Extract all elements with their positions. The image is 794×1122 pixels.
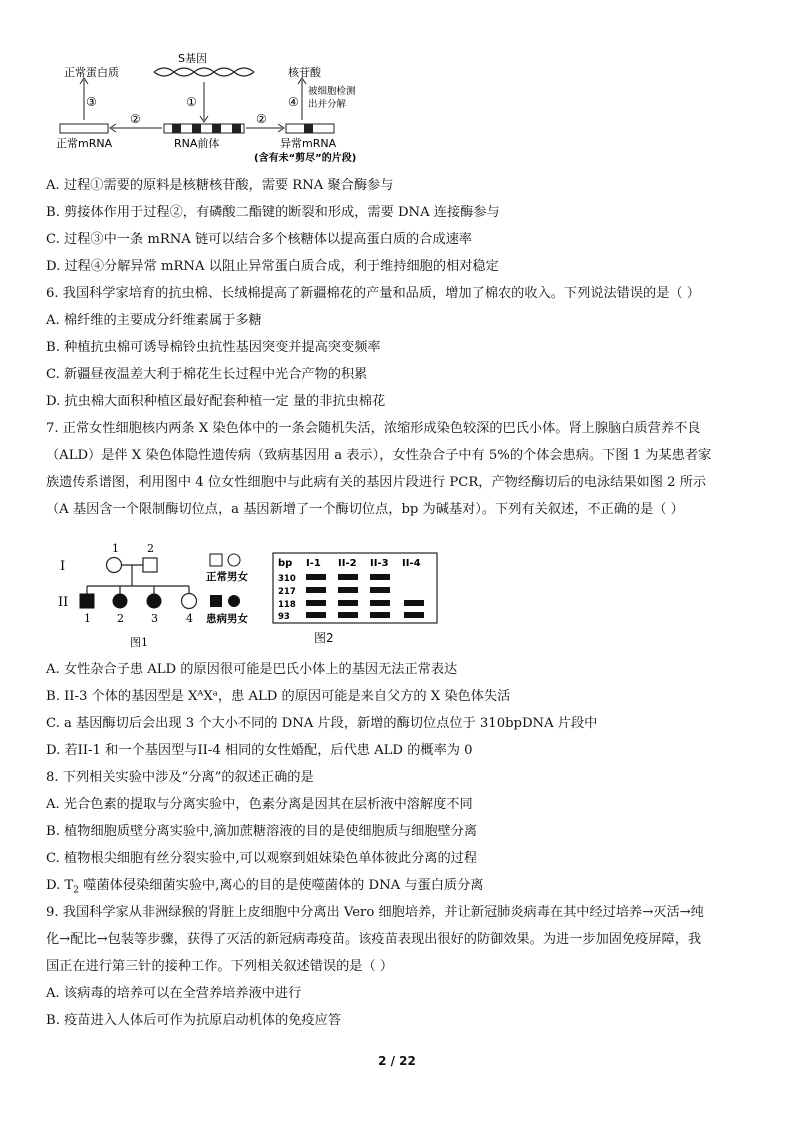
- q6-stem: 6. 我国科学家培育的抗虫棉、长绒棉提高了新疆棉花的产量和品质，增加了棉农的收入。下列说法错误的是（ ）: [46, 286, 700, 301]
- q8-option-a: A. 光合色素的提取与分离实验中，色素分离是因其在层析液中溶解度不同: [46, 797, 473, 812]
- q7-stem-line1: 7. 正常女性细胞核内两条 X 染色体中的一条会随机失活，浓缩形成染色较深的巴氏小体。肾上腺脑白质营养不良: [46, 421, 701, 436]
- gel-svg: [272, 552, 444, 627]
- legend-male-normal: [210, 554, 222, 566]
- ii4-number: 4: [186, 612, 193, 625]
- q8-option-d-post: 噬菌体侵染细菌实验中,离心的目的是使噬菌体的 DNA 与蛋白质分离: [79, 878, 484, 893]
- nucleotide-label: 核苷酸: [288, 66, 321, 79]
- step4-label: ④: [288, 95, 299, 109]
- band-i1-93: [306, 612, 326, 618]
- gel-bp-header: bp: [278, 558, 293, 569]
- q9-stem-line1: 9. 我国科学家从非洲绿猴的肾脏上皮细胞中分离出 Vero 细胞培养，并让新冠肺炎病毒在其中经过培养→灭活→纯: [46, 905, 704, 920]
- band-ii2-310: [338, 574, 358, 580]
- q6-option-c: C. 新疆昼夜温差大利于棉花生长过程中光合产物的积累: [46, 367, 368, 382]
- q5-option-a: A. 过程①需要的原料是核糖核苷酸，需要 RNA 聚合酶参与: [46, 178, 394, 193]
- i2-number: 2: [147, 542, 154, 555]
- precursor-segment-1: [172, 124, 181, 133]
- pedigree-svg: [54, 540, 274, 652]
- i1-number: 1: [112, 542, 119, 555]
- legend-male-affected: [210, 595, 222, 607]
- band-93-label: 93: [278, 612, 290, 622]
- step2-right-label: ②: [256, 112, 267, 126]
- ii1-number: 1: [84, 612, 91, 625]
- q7-option-a: A. 女性杂合子患 ALD 的原因很可能是巴氏小体上的基因无法正常表达: [46, 662, 458, 677]
- lane-ii2-label: II-2: [338, 558, 357, 569]
- band-ii3-93: [370, 612, 390, 618]
- normal-mrna-bar: [60, 124, 108, 133]
- precursor-segment-3: [212, 124, 221, 133]
- rna-splicing-diagram: [54, 50, 384, 168]
- band-i1-310: [306, 574, 326, 580]
- legend-normal-label: 正常男女: [206, 571, 248, 583]
- lane-i1-label: I-1: [306, 558, 321, 569]
- band-ii4-93: [404, 612, 424, 618]
- abnormal-mrna-label: 异常mRNA: [280, 137, 337, 150]
- band-ii4-118: [404, 600, 424, 606]
- q7-stem-line2: （ALD）是伴 X 染色体隐性遗传病（致病基因用 a 表示），女性杂合子中有 5%的个体会患病。下图 1 为某患者家: [46, 448, 712, 463]
- step2-left-label: ②: [130, 112, 141, 126]
- normal-protein-label: 正常蛋白质: [64, 66, 119, 79]
- lane-ii3-label: II-3: [370, 558, 389, 569]
- q6-option-a: A. 棉纤维的主要成分纤维素属于多糖: [46, 313, 262, 328]
- q9-stem-line3: 国正在进行第三针的接种工作。下列相关叙述错误的是（ ）: [46, 959, 394, 974]
- gene-label: S基因: [178, 52, 207, 65]
- q9-option-a: A. 该病毒的培养可以在全营养培养液中进行: [46, 986, 302, 1001]
- q8-option-d-sub: 2: [73, 885, 80, 896]
- q5-option-c: C. 过程③中一条 mRNA 链可以结合多个核糖体以提高蛋白质的合成速率: [46, 232, 472, 247]
- ii3-number: 3: [151, 612, 158, 625]
- page-number: 2 / 22: [378, 1054, 416, 1068]
- ii4-female-normal: [182, 594, 197, 609]
- band-ii3-310: [370, 574, 390, 580]
- q9-option-b: B. 疫苗进入人体后可作为抗原启动机体的免疫应答: [46, 1013, 342, 1028]
- q5-option-d: D. 过程④分解异常 mRNA 以阻止异常蛋白质合成，利于维持细胞的相对稳定: [46, 259, 499, 274]
- q7-stem-line3: 族遗传系谱图，利用图中 4 位女性细胞中与此病有关的基因片段进行 PCR，产物经酶切后的电泳结果如图 2 所示: [46, 475, 707, 490]
- gel-figure: [272, 552, 444, 627]
- q8-option-d-pre: D. T: [46, 878, 74, 893]
- band-217-label: 217: [278, 587, 296, 597]
- q8-stem: 8. 下列相关实验中涉及“分离”的叙述正确的是: [46, 770, 314, 785]
- band-ii2-93: [338, 612, 358, 618]
- i1-female-normal: [107, 558, 122, 573]
- legend-female-normal: [228, 554, 240, 566]
- q8-option-b: B. 植物细胞质壁分离实验中,滴加蔗糖溶液的目的是使细胞质与细胞壁分离: [46, 824, 478, 839]
- band-i1-118: [306, 600, 326, 606]
- rna-splicing-svg: [54, 50, 384, 168]
- band-ii2-217: [338, 587, 358, 593]
- q5-option-b: B. 剪接体作用于过程②，有磷酸二酯键的断裂和形成，需要 DNA 连接酶参与: [46, 205, 500, 220]
- band-ii3-217: [370, 587, 390, 593]
- step3-label: ③: [86, 95, 97, 109]
- precursor-segment-2: [192, 124, 201, 133]
- ii2-number: 2: [117, 612, 124, 625]
- band-310-label: 310: [278, 574, 296, 584]
- precursor-segment-4: [232, 124, 241, 133]
- band-i1-217: [306, 587, 326, 593]
- legend-female-affected: [228, 595, 240, 607]
- band-ii3-118: [370, 600, 390, 606]
- generation-ii-label: II: [58, 595, 69, 610]
- band-ii2-118: [338, 600, 358, 606]
- ii2-female-affected: [113, 594, 128, 609]
- abnormal-note: (含有未“剪尽”的片段): [254, 153, 357, 164]
- band-118-label: 118: [278, 600, 296, 610]
- detect-line-1: 被细胞检测: [308, 86, 356, 97]
- legend-affected-label: 患病男女: [206, 613, 248, 625]
- figure2-caption: 图2: [314, 631, 334, 645]
- q7-option-c: C. a 基因酶切后会出现 3 个大小不同的 DNA 片段，新增的酶切位点位于 310bpDNA 片段中: [46, 716, 598, 731]
- detect-line-2: 出并分解: [308, 99, 347, 110]
- q7-option-b: B. II-3 个体的基因型是 XᴬXᵃ，患 ALD 的原因可能是来自父方的 X 染色体失活: [46, 689, 511, 704]
- i2-male-normal: [143, 558, 157, 572]
- q9-stem-line2: 化→配比→包装等步骤，获得了灭活的新冠病毒疫苗。该疫苗表现出很好的防御效果。为进一步加固免疫屏障，我: [46, 932, 702, 947]
- ii1-male-affected: [80, 594, 94, 608]
- generation-i-label: I: [60, 559, 66, 574]
- q6-option-d: D. 抗虫棉大面积种植区最好配套种植一定 量的非抗虫棉花: [46, 394, 386, 409]
- q8-option-d: [46, 877, 484, 900]
- rna-precursor-label: RNA前体: [174, 137, 220, 150]
- q8-option-c: C. 植物根尖细胞有丝分裂实验中,可以观察到姐妹染色单体彼此分离的过程: [46, 851, 478, 866]
- q6-option-b: B. 种植抗虫棉可诱导棉铃虫抗性基因突变并提高突变频率: [46, 340, 381, 355]
- ii3-female-affected: [147, 594, 162, 609]
- q7-option-d: D. 若II-1 和一个基因型与II-4 相同的女性婚配，后代患 ALD 的概率为 0: [46, 743, 473, 758]
- step1-label: ①: [186, 95, 197, 109]
- q7-stem-line4: （A 基因含一个限制酶切位点，a 基因新增了一个酶切位点，bp 为碱基对）。下列有关叙述，不正确的是（ ）: [46, 502, 684, 517]
- lane-ii4-label: II-4: [402, 558, 421, 569]
- figure1-caption: 图1: [130, 636, 148, 649]
- abnormal-segment: [304, 124, 313, 133]
- normal-mrna-label: 正常mRNA: [56, 137, 113, 150]
